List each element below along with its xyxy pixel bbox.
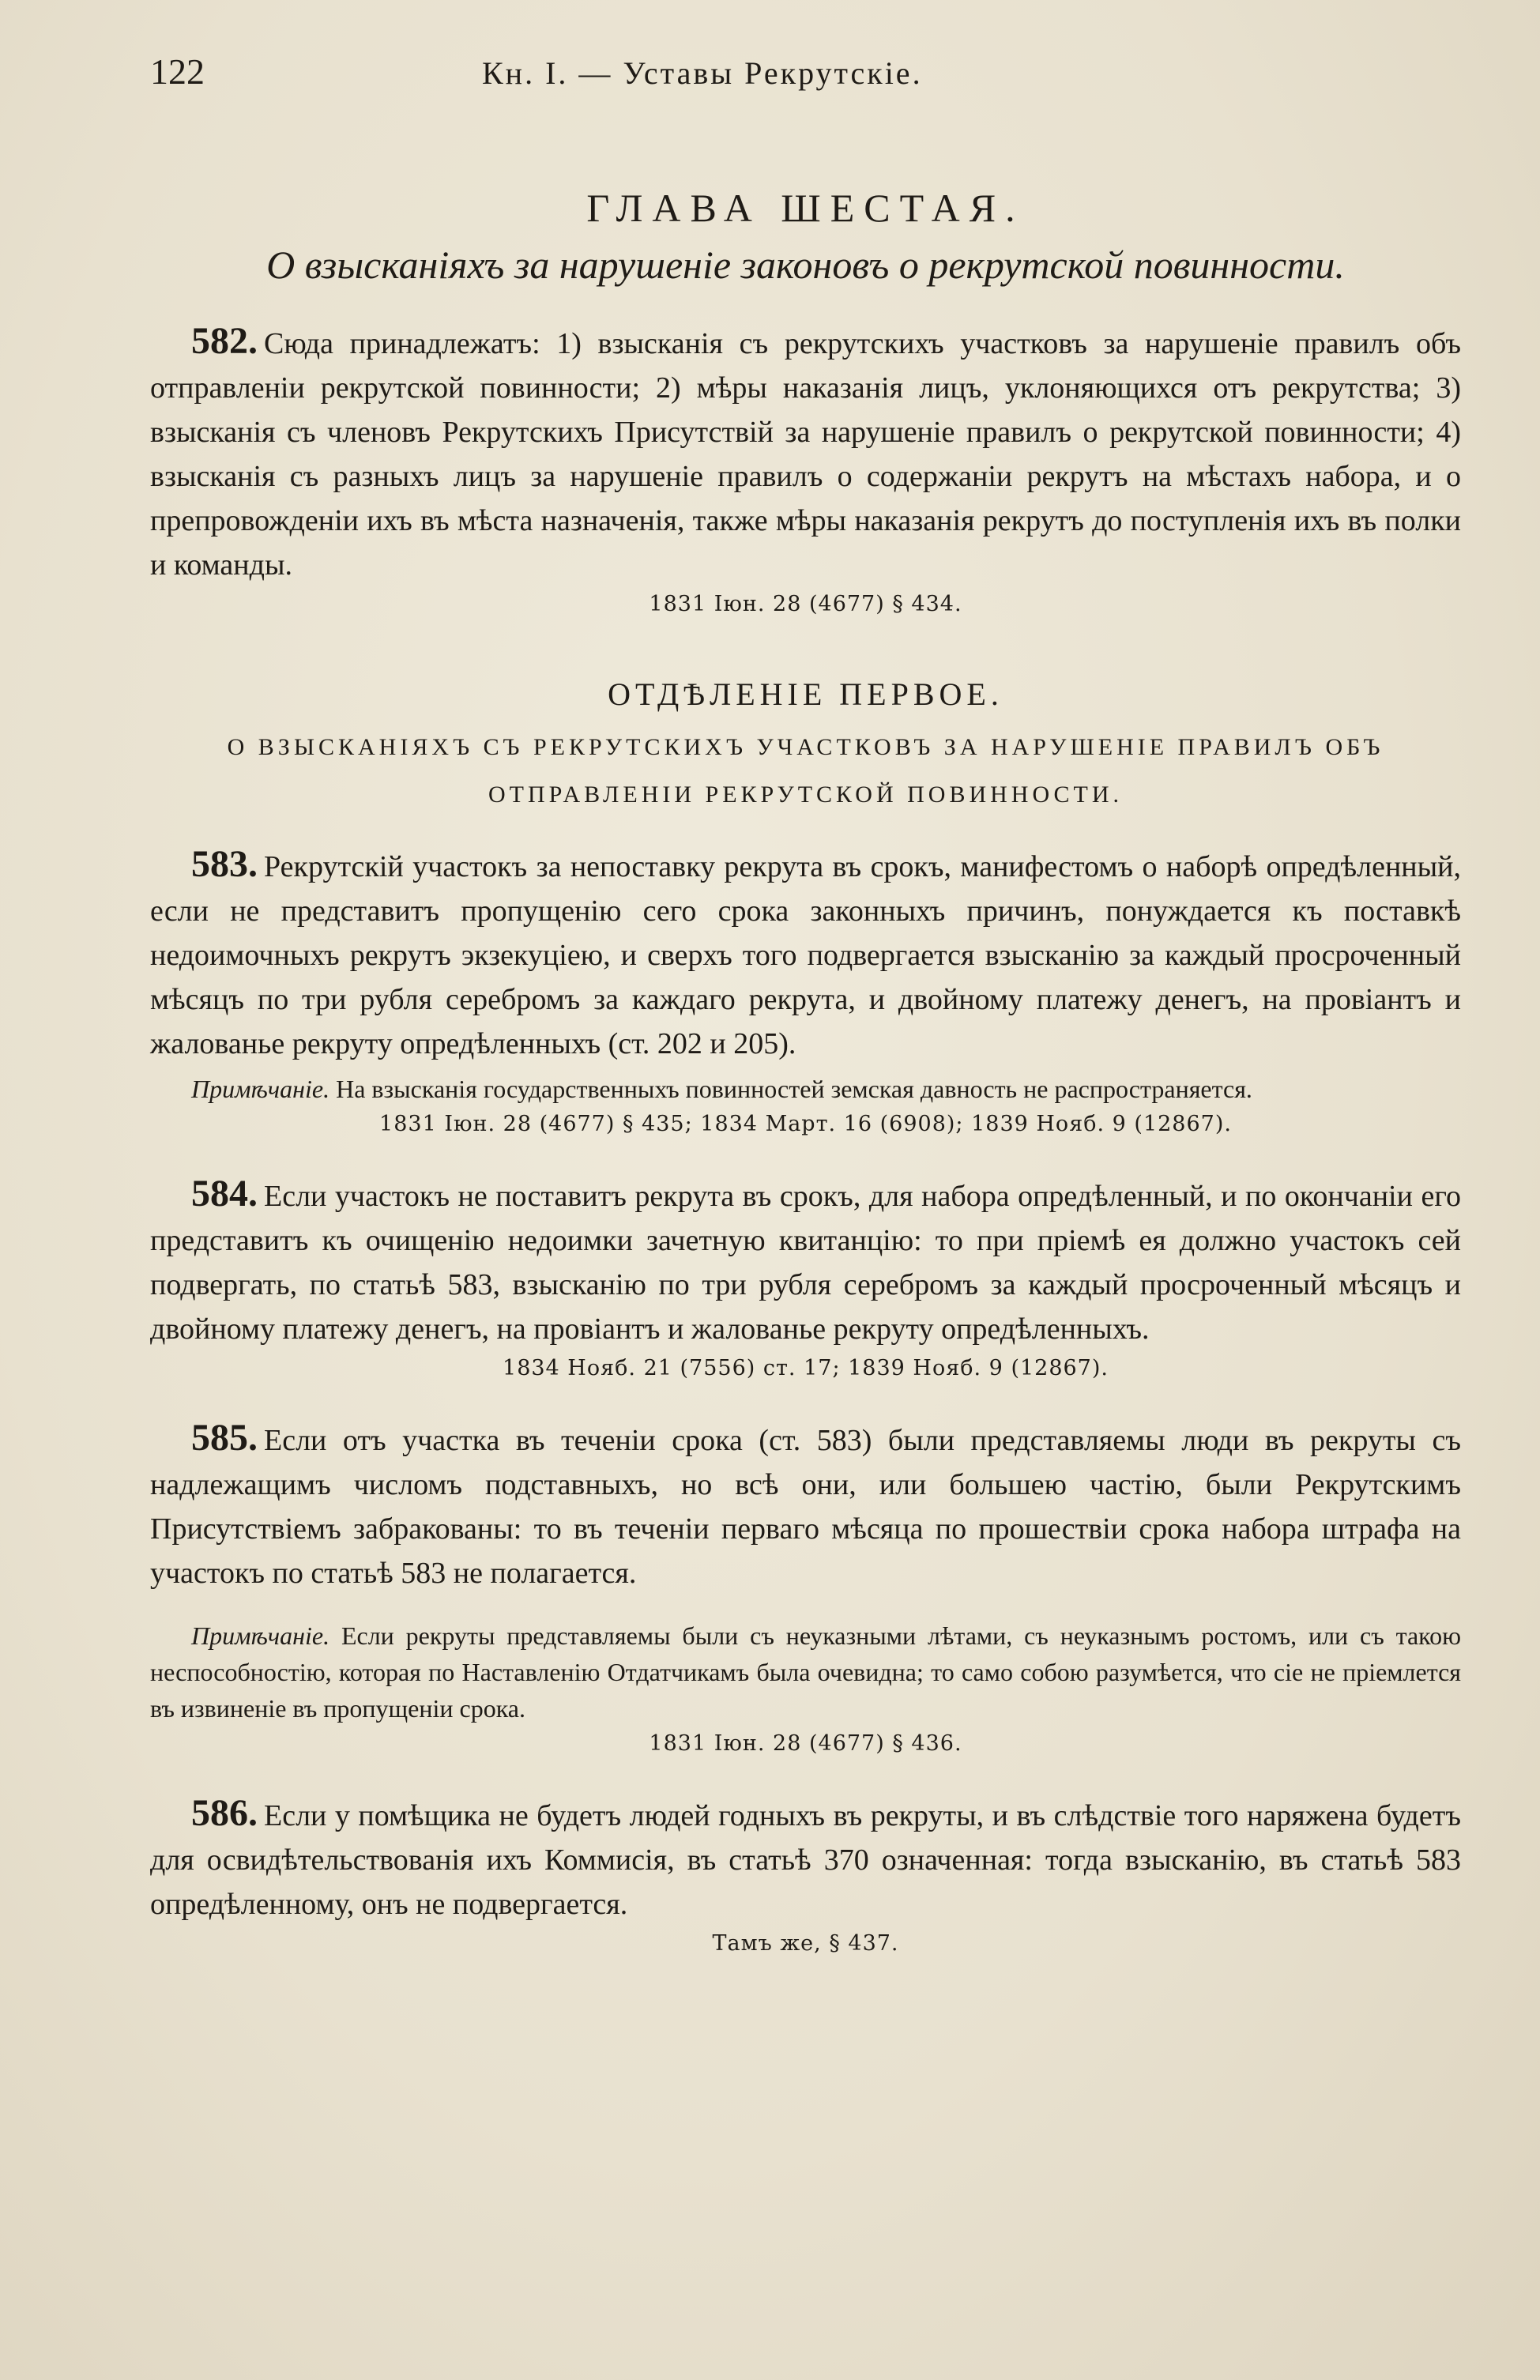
article-number: 583. — [191, 843, 258, 885]
article-text: Рекрутскій участокъ за непоставку рекрута въ срокъ, манифестомъ о наборѣ опредѣленный, если не представитъ пропущенію сего срока законныхъ причинъ, понуждается къ поставкѣ недоимочныхъ рекрутъ экзекуціею, и сверхъ того подвергается взысканію за каждый просроченный мѣсяцъ по три рубля серебромъ за каждаго рекрута, и двойному платежу денегъ, на провіантъ и жалованье рекруту опредѣленныхъ (ст. 202 и 205). — [150, 850, 1461, 1060]
article-note — [150, 1617, 1461, 1727]
article-note — [150, 1071, 1461, 1107]
article-source: 1834 Нояб. 21 (7556) ст. 17; 1839 Нояб. 9 (12867). — [503, 1356, 1109, 1380]
article-number: 584. — [191, 1173, 258, 1214]
article-number: 582. — [191, 320, 258, 362]
section-title: ОТДѢЛЕНІЕ ПЕРВОЕ. — [608, 676, 1003, 712]
article-text: Если у помѣщика не будетъ людей годныхъ въ рекруты, и въ слѣдствіе того наряжена будетъ для освидѣтельствованія ихъ Коммисія, въ статьѣ 370 означенная: тогда взысканію, въ статьѣ 583 опредѣленному, онъ не подвергается. — [150, 1799, 1461, 1921]
article-584 — [150, 1172, 1461, 1351]
article-source: 1831 Іюн. 28 (4677) § 436. — [649, 1731, 962, 1756]
article-source: 1831 Іюн. 28 (4677) § 435; 1834 Март. 16 (6908); 1839 Нояб. 9 (12867). — [379, 1112, 1232, 1136]
article-582 — [150, 319, 1461, 587]
article-text: Если участокъ не поставитъ рекрута въ срокъ, для набора опредѣленный, и по окончаніи его представитъ къ очищенію недоимки зачетную квитанцію: то при пріемѣ ея должно участокъ сей подвергать, по статьѣ 583, взысканію по три рубля серебромъ за каждый просроченный мѣсяцъ и двойному платежу денегъ, на провіантъ и жалованье рекруту опредѣленныхъ. — [150, 1180, 1461, 1346]
spacer — [150, 1595, 1461, 1613]
article-585 — [150, 1416, 1461, 1595]
spacer — [150, 1140, 1461, 1172]
article-source: Тамъ же, § 437. — [712, 1931, 899, 1956]
article-number: 585. — [191, 1417, 258, 1459]
note-label: Примѣчаніе. — [191, 1621, 330, 1650]
section-subtitle: О ВЗЫСКАНІЯХЪ СЪ РЕКРУТСКИХЪ УЧАСТКОВЪ ЗА НАРУШЕНІЕ ПРАВИЛЪ ОБЪ ОТПРАВЛЕНІИ РЕКРУТСКОЙ ПОВИННОСТИ. — [227, 734, 1384, 808]
article-source: 1831 Іюн. 28 (4677) § 434. — [649, 592, 962, 616]
spacer — [150, 1384, 1461, 1416]
article-586 — [150, 1791, 1461, 1926]
article-number: 586. — [191, 1792, 258, 1834]
spacer — [150, 1760, 1461, 1791]
chapter-title: ГЛАВА ШЕСТАЯ. — [586, 186, 1025, 230]
article-text: Если отъ участка въ теченіи срока (ст. 583) были представляемы люди въ рекруты съ надлежащимъ числомъ подставныхъ, но всѣ они, или большею частію, были Рекрутскимъ Присутствіемъ забракованы: то въ теченіи перваго мѣсяца по прошествіи срока набора штрафа на участокъ по статьѣ 583 не полагается. — [150, 1424, 1461, 1590]
article-text: Сюда принадлежатъ: 1) взысканія съ рекрутскихъ участковъ за нарушеніе правилъ объ отправленіи рекрутской повинности; 2) мѣры наказанія лицъ, уклоняющихся отъ рекрутства; 3) взысканія съ членовъ Рекрутскихъ Присутствій за нарушеніе правилъ о рекрутской повинности; 4) взысканія съ разныхъ лицъ за нарушеніе правилъ о содержаніи рекрутъ на мѣстахъ набора, и о препровожденіи ихъ въ мѣста назначенія, также мѣры наказанія рекрутъ до поступленія ихъ въ полки и команды. — [150, 327, 1461, 582]
running-title: Кн. I. — Уставы Рекрутскіе. — [482, 55, 923, 91]
chapter-subtitle: О взысканіяхъ за нарушеніе законовъ о рекрутской повинности. — [266, 243, 1345, 287]
running-header — [150, 51, 1461, 106]
note-text: Если рекруты представляемы были съ неуказными лѣтами, съ неуказнымъ ростомъ, или съ такою неспособностію, которая по Наставленію Отдатчикамъ была очевидна; то само собою разумѣется, что сіе не пріемлется въ извиненіе въ пропущеніи срока. — [150, 1621, 1462, 1723]
page-number: 122 — [150, 51, 205, 92]
note-label: Примѣчаніе. — [191, 1075, 330, 1103]
article-583 — [150, 842, 1461, 1066]
note-text: На взысканія государственныхъ повинностей земская давность не распространяется. — [336, 1075, 1252, 1103]
